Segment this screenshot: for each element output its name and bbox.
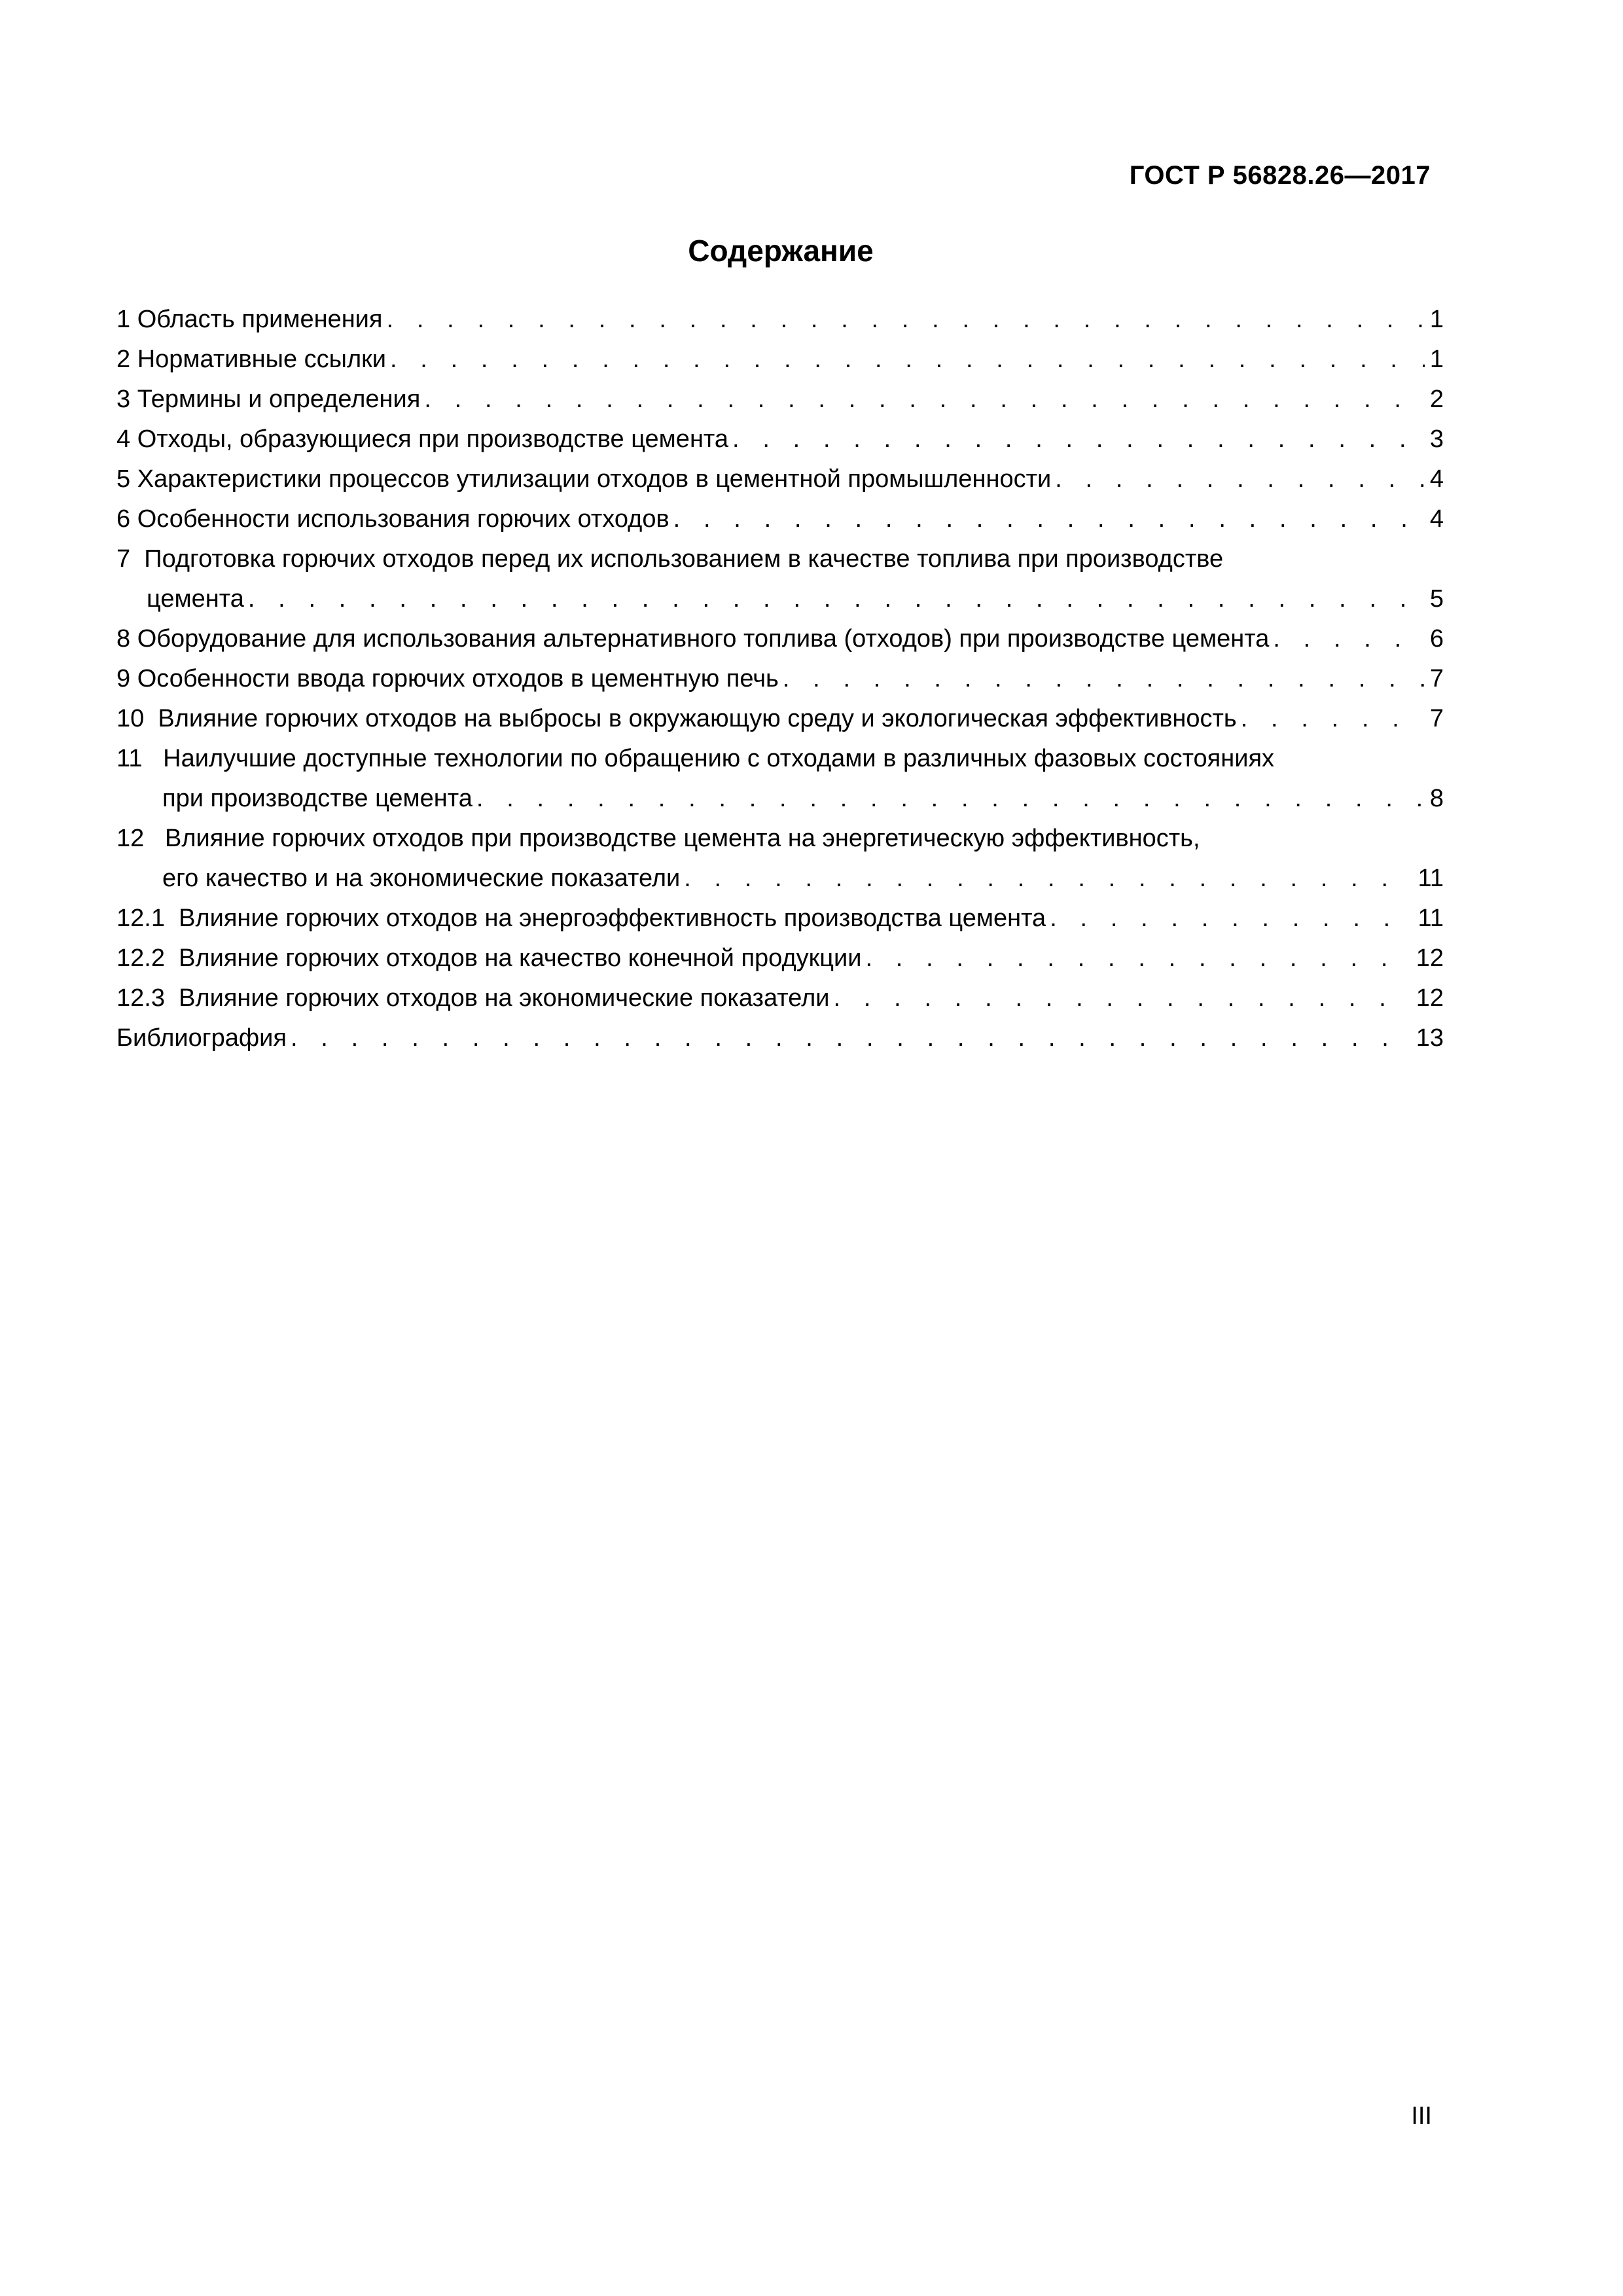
- toc-entry-number: 9: [116, 665, 131, 692]
- toc-leader-dots: [1050, 899, 1412, 939]
- toc-entry[interactable]: [116, 899, 1444, 939]
- table-of-contents: [116, 300, 1444, 1058]
- toc-entry-page: 1: [1429, 346, 1444, 373]
- toc-leader-dots: [684, 859, 1412, 899]
- toc-entry[interactable]: [116, 978, 1444, 1018]
- toc-entry-page: 2: [1429, 386, 1444, 413]
- toc-entry-page: 11: [1418, 905, 1444, 932]
- toc-entry-title: Влияние горючих отходов на экономические показатели: [179, 984, 830, 1012]
- toc-entry[interactable]: [116, 619, 1444, 659]
- toc-leader-dots: [476, 779, 1425, 819]
- toc-title: Содержание: [688, 234, 874, 268]
- toc-entry-number: 12.1: [116, 905, 165, 932]
- toc-entry-title: Оборудование для использования альтернативного топлива (отходов) при производстве цемента: [137, 625, 1270, 653]
- toc-entry-title: Влияние горючих отходов на энергоэффективность производства цемента: [179, 905, 1046, 932]
- toc-entry[interactable]: [116, 659, 1444, 699]
- toc-entry-number: 5: [116, 465, 131, 493]
- toc-leader-dots: [783, 659, 1425, 699]
- toc-entry-number: 12: [116, 825, 145, 852]
- toc-entry-number: 6: [116, 505, 131, 533]
- toc-entry-page: 12: [1416, 984, 1444, 1012]
- toc-entry[interactable]: [116, 819, 1444, 899]
- toc-entry[interactable]: [116, 499, 1444, 539]
- toc-entry-number: 7: [116, 545, 131, 573]
- toc-entry-number: 3: [116, 386, 131, 413]
- toc-entry[interactable]: [116, 739, 1444, 819]
- toc-leader-dots: [1273, 619, 1425, 659]
- toc-entry-page: 4: [1429, 465, 1444, 493]
- toc-entry-page: 7: [1429, 705, 1444, 732]
- toc-entry-number: 10: [116, 705, 145, 732]
- toc-entry-title: Влияние горючих отходов при производстве цемента на энергетическую эффективность,: [164, 825, 1200, 852]
- toc-leader-dots: [732, 420, 1425, 459]
- toc-entry-page: 1: [1429, 306, 1444, 333]
- toc-entry-title: Влияние горючих отходов на выбросы в окружающую среду и экологическая эффективность: [158, 705, 1237, 732]
- toc-entry-number: 1: [116, 306, 131, 333]
- toc-entry-number: 11: [116, 745, 143, 772]
- toc-entry-page: 13: [1416, 1024, 1444, 1052]
- toc-entry-page: 3: [1429, 425, 1444, 453]
- toc-entry-title: Термины и определения: [137, 386, 421, 413]
- toc-entry[interactable]: [116, 699, 1444, 739]
- toc-entry-title: Отходы, образующиеся при производстве цемента: [137, 425, 729, 453]
- toc-entry-page: 8: [1429, 785, 1444, 812]
- toc-entry-title: Особенности ввода горючих отходов в цементную печь: [137, 665, 779, 692]
- toc-leader-dots: [424, 380, 1425, 420]
- toc-entry[interactable]: [116, 340, 1444, 380]
- toc-entry-number: 2: [116, 346, 131, 373]
- toc-entry[interactable]: [116, 939, 1444, 978]
- toc-entry[interactable]: [116, 420, 1444, 459]
- toc-entry-title: Библиография: [116, 1024, 287, 1052]
- toc-leader-dots: [834, 978, 1411, 1018]
- toc-entry-number: 8: [116, 625, 131, 653]
- toc-entry-title-continued: цемента: [147, 585, 244, 613]
- page-number: III: [1411, 2102, 1432, 2130]
- toc-entry-title-continued: при производстве цемента: [162, 785, 473, 812]
- toc-entry[interactable]: [116, 300, 1444, 340]
- toc-leader-dots: [673, 499, 1425, 539]
- toc-leader-dots: [248, 579, 1425, 619]
- toc-entry-title: Наилучшие доступные технологии по обращению с отходами в различных фазовых состояниях: [163, 745, 1275, 772]
- toc-entry-number: 4: [116, 425, 131, 453]
- toc-entry[interactable]: [116, 539, 1444, 619]
- toc-entry-title: Характеристики процессов утилизации отходов в цементной промышленности: [137, 465, 1052, 493]
- toc-leader-dots: [1241, 699, 1425, 739]
- toc-leader-dots: [1055, 459, 1425, 499]
- toc-leader-dots: [291, 1018, 1411, 1058]
- toc-entry-title-continued: его качество и на экономические показатели: [162, 865, 681, 892]
- toc-entry-page: 4: [1429, 505, 1444, 533]
- toc-entry-page: 7: [1429, 665, 1444, 692]
- toc-entry-page: 12: [1416, 944, 1444, 972]
- toc-entry-page: 11: [1418, 865, 1444, 892]
- toc-entry-title: Особенности использования горючих отходов: [137, 505, 669, 533]
- toc-entry[interactable]: [116, 459, 1444, 499]
- toc-entry-title: Нормативные ссылки: [137, 346, 386, 373]
- toc-entry-page: 5: [1429, 585, 1444, 613]
- toc-entry-title: Подготовка горючих отходов перед их использованием в качестве топлива при производстве: [144, 545, 1224, 573]
- toc-leader-dots: [865, 939, 1410, 978]
- toc-entry-bibliography[interactable]: [116, 1018, 1444, 1058]
- toc-entry-number: 12.3: [116, 984, 165, 1012]
- toc-entry-title: Влияние горючих отходов на качество конечной продукции: [179, 944, 862, 972]
- toc-entry-page: 6: [1429, 625, 1444, 653]
- toc-entry[interactable]: [116, 380, 1444, 420]
- standard-code: ГОСТ Р 56828.26—2017: [1129, 161, 1431, 190]
- toc-leader-dots: [387, 300, 1425, 340]
- toc-leader-dots: [390, 340, 1425, 380]
- toc-entry-title: Область применения: [137, 306, 383, 333]
- toc-entry-number: 12.2: [116, 944, 165, 972]
